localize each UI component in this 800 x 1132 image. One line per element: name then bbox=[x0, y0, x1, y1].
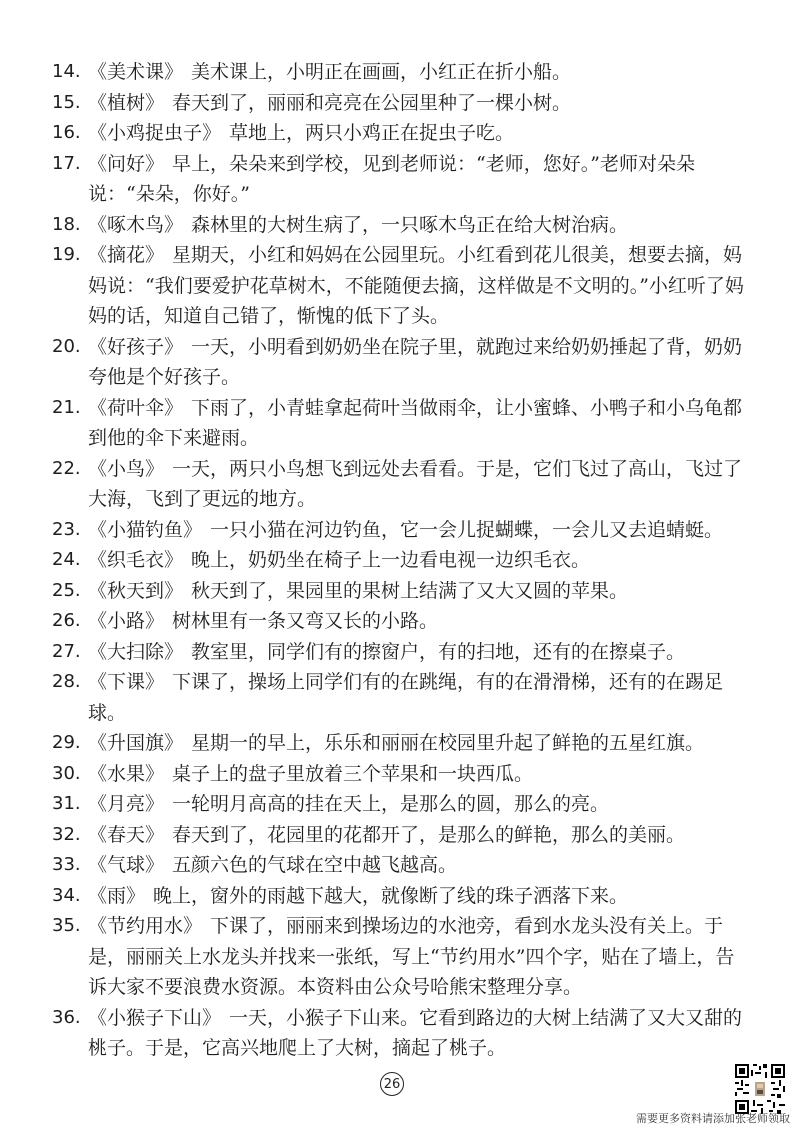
item-title: 《小路》 bbox=[88, 610, 165, 632]
list-item bbox=[52, 332, 752, 393]
item-number: 18. bbox=[52, 213, 81, 235]
item-title: 《水果》 bbox=[88, 762, 165, 785]
item-title: 《织毛衣》 bbox=[88, 549, 184, 571]
item-text bbox=[88, 1003, 752, 1064]
item-body: 下课了，丽丽来到操场边的水池旁，看到水龙头没有关上。于是，丽丽关上水龙头并找来一张纸，写上“节约用水”四个字，贴在了墙上，告诉大家不要浪费水资源。本资料由公众号哈熊宋整理分享。 bbox=[88, 915, 735, 998]
item-title: 《升国旗》 bbox=[88, 732, 184, 754]
item-number: 28. bbox=[52, 671, 81, 692]
footer-note: 需要更多资料请添加张老师领取 bbox=[636, 1112, 790, 1125]
item-body: 草地上，两只小鸡正在捉虫子吃。 bbox=[229, 122, 515, 144]
item-text bbox=[88, 210, 752, 241]
item-body: 早上，朵朵来到学校，见到老师说：“老师，您好。”老师对朵朵说：“朵朵，你好。” bbox=[88, 152, 695, 205]
item-body: 美术课上，小明正在画画，小红正在折小船。 bbox=[191, 61, 572, 83]
item-text bbox=[88, 667, 752, 728]
item-text bbox=[88, 545, 752, 576]
story-list bbox=[52, 57, 752, 1064]
item-body: 星期天，小红和妈妈在公园里玩。小红看到花儿很美，想要去摘，妈妈说：“我们要爱护花草树木，不能随便去摘，这样做是不文明的。”小红听了妈妈的话，知道自己错了，惭愧的低下了头。 bbox=[88, 244, 744, 327]
item-title: 《气球》 bbox=[88, 854, 165, 876]
list-item bbox=[52, 515, 752, 546]
item-text bbox=[88, 88, 752, 119]
item-title: 《小鸟》 bbox=[88, 457, 165, 480]
item-body: 桌子上的盘子里放着三个苹果和一块西瓜。 bbox=[172, 762, 534, 785]
item-number: 30. bbox=[52, 762, 81, 784]
list-item bbox=[52, 57, 752, 88]
item-text bbox=[88, 759, 752, 790]
item-body: 下雨了，小青蛙拿起荷叶当做雨伞，让小蜜蜂、小鸭子和小乌龟都到他的伞下来避雨。 bbox=[88, 396, 743, 449]
item-body: 晚上，奶奶坐在椅子上一边看电视一边织毛衣。 bbox=[191, 549, 591, 571]
list-item bbox=[52, 911, 752, 1003]
item-body: 春天到了，丽丽和亮亮在公园里种了一棵小树。 bbox=[172, 91, 572, 114]
item-text bbox=[88, 57, 752, 88]
item-text bbox=[88, 454, 752, 515]
item-number: 21. bbox=[52, 396, 81, 418]
item-number: 17. bbox=[52, 152, 81, 174]
item-number: 34. bbox=[52, 884, 81, 906]
item-body: 秋天到了，果园里的果树上结满了又大又圆的苹果。 bbox=[191, 579, 629, 602]
item-text bbox=[88, 240, 752, 332]
list-item bbox=[52, 454, 752, 515]
item-title: 《大扫除》 bbox=[88, 640, 184, 663]
item-title: 《好孩子》 bbox=[88, 335, 184, 358]
item-number: 25. bbox=[52, 579, 81, 601]
item-body: 五颜六色的气球在空中越飞越高。 bbox=[172, 854, 458, 876]
item-title: 《月亮》 bbox=[88, 793, 165, 815]
item-number: 20. bbox=[52, 335, 81, 357]
item-number: 19. bbox=[52, 244, 81, 265]
item-text bbox=[88, 576, 752, 607]
item-text bbox=[88, 393, 752, 454]
item-body: 树林里有一条又弯又长的小路。 bbox=[172, 610, 439, 632]
list-item bbox=[52, 728, 752, 759]
item-number: 22. bbox=[52, 457, 81, 479]
list-item bbox=[52, 393, 752, 454]
item-body: 一轮明月高高的挂在天上，是那么的圆，那么的亮。 bbox=[172, 793, 610, 815]
item-title: 《摘花》 bbox=[88, 244, 165, 266]
item-text bbox=[88, 118, 752, 149]
item-number: 14. bbox=[52, 61, 81, 82]
item-text bbox=[88, 728, 752, 759]
item-number: 31. bbox=[52, 793, 81, 814]
list-item bbox=[52, 1003, 752, 1064]
list-item bbox=[52, 820, 752, 851]
list-item bbox=[52, 789, 752, 820]
item-body: 一只小猫在河边钓鱼，它一会儿捉蝴蝶，一会儿又去追蜻蜓。 bbox=[210, 518, 724, 541]
item-title: 《节约用水》 bbox=[88, 915, 203, 937]
item-title: 《植树》 bbox=[88, 91, 165, 114]
item-number: 23. bbox=[52, 518, 81, 540]
list-item bbox=[52, 667, 752, 728]
list-item bbox=[52, 606, 752, 637]
item-number: 32. bbox=[52, 823, 81, 845]
item-title: 《小猴子下山》 bbox=[88, 1006, 222, 1029]
item-body: 森林里的大树生病了，一只啄木鸟正在给大树治病。 bbox=[191, 213, 629, 236]
item-text bbox=[88, 637, 752, 668]
item-body: 下课了，操场上同学们有的在跳绳，有的在滑滑梯，还有的在踢足球。 bbox=[88, 671, 724, 724]
item-number: 36. bbox=[52, 1006, 81, 1028]
item-number: 15. bbox=[52, 91, 81, 113]
item-title: 《秋天到》 bbox=[88, 579, 184, 602]
item-text bbox=[88, 911, 752, 1003]
list-item bbox=[52, 149, 752, 210]
item-title: 《小猫钓鱼》 bbox=[88, 518, 203, 541]
item-title: 《啄木鸟》 bbox=[88, 213, 184, 236]
item-text bbox=[88, 515, 752, 546]
list-item bbox=[52, 637, 752, 668]
list-item bbox=[52, 850, 752, 881]
list-item bbox=[52, 881, 752, 912]
item-title: 《荷叶伞》 bbox=[88, 396, 184, 419]
item-number: 27. bbox=[52, 640, 81, 662]
item-body: 一天，小明看到奶奶坐在院子里，就跑过来给奶奶捶起了背，奶奶夸他是个好孩子。 bbox=[88, 335, 743, 388]
item-body: 一天，两只小鸟想飞到远处去看看。于是，它们飞过了高山，飞过了大海，飞到了更远的地方。 bbox=[88, 457, 743, 510]
qr-code-icon bbox=[733, 1062, 787, 1116]
item-text bbox=[88, 881, 752, 912]
list-item bbox=[52, 545, 752, 576]
item-title: 《下课》 bbox=[88, 671, 165, 693]
item-title: 《春天》 bbox=[88, 823, 165, 846]
item-title: 《雨》 bbox=[88, 884, 146, 907]
item-text bbox=[88, 820, 752, 851]
item-text bbox=[88, 332, 752, 393]
item-number: 16. bbox=[52, 122, 81, 143]
list-item bbox=[52, 576, 752, 607]
item-number: 29. bbox=[52, 732, 81, 753]
item-title: 《美术课》 bbox=[88, 61, 184, 83]
item-body: 春天到了，花园里的花都开了，是那么的鲜艳，那么的美丽。 bbox=[172, 823, 686, 846]
item-text bbox=[88, 149, 752, 210]
list-item bbox=[52, 118, 752, 149]
item-title: 《问好》 bbox=[88, 152, 165, 175]
item-text bbox=[88, 850, 752, 881]
item-text bbox=[88, 606, 752, 637]
list-item bbox=[52, 88, 752, 119]
item-body: 一天，小猴子下山来。它看到路边的大树上结满了又大又甜的桃子。于是，它高兴地爬上了大树，摘起了桃子。 bbox=[88, 1006, 743, 1059]
item-number: 26. bbox=[52, 610, 81, 631]
item-title: 《小鸡捉虫子》 bbox=[88, 122, 222, 144]
list-item bbox=[52, 210, 752, 241]
page-number: 26 bbox=[380, 1072, 404, 1096]
item-body: 教室里，同学们有的擦窗户，有的扫地，还有的在擦桌子。 bbox=[191, 640, 686, 663]
item-number: 24. bbox=[52, 549, 81, 570]
list-item bbox=[52, 759, 752, 790]
list-item bbox=[52, 240, 752, 332]
item-text bbox=[88, 789, 752, 820]
item-number: 33. bbox=[52, 854, 81, 875]
item-number: 35. bbox=[52, 915, 81, 936]
item-body: 晚上，窗外的雨越下越大，就像断了线的珠子洒落下来。 bbox=[153, 884, 629, 907]
item-body: 星期一的早上，乐乐和丽丽在校园里升起了鲜艳的五星红旗。 bbox=[191, 732, 705, 754]
